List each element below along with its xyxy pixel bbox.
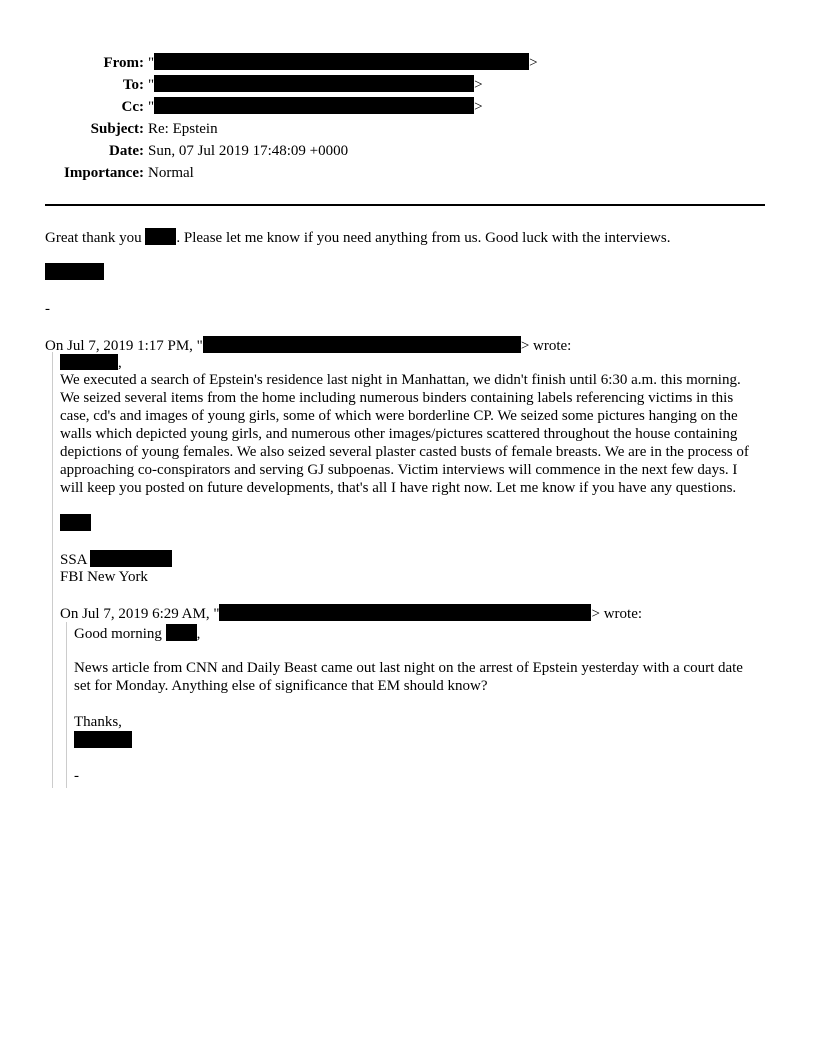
redaction-box xyxy=(219,604,591,621)
from-label: From: xyxy=(103,55,144,71)
email-header xyxy=(0,52,816,184)
greeting-comma: , xyxy=(118,355,122,371)
attribution-text: On Jul 7, 2019 1:17 PM, " xyxy=(45,338,203,354)
greeting-comma: , xyxy=(196,626,201,642)
quote2-greeting xyxy=(74,624,200,643)
to-label: To: xyxy=(122,77,144,93)
nested-quoted-message xyxy=(66,622,763,788)
quote2-dash: - xyxy=(74,768,79,784)
date-value: Sun, 07 Jul 2019 17:48:09 +0000 xyxy=(148,143,349,159)
to-bracket: > xyxy=(474,77,483,93)
redaction-box xyxy=(203,336,521,353)
redaction-box xyxy=(154,75,474,92)
redaction-box xyxy=(90,550,172,567)
cc-label: Cc: xyxy=(121,99,144,115)
redaction-box xyxy=(74,731,132,748)
redaction-box xyxy=(145,228,176,245)
quote2-thanks: Thanks, xyxy=(74,714,122,730)
quote1-body: We executed a search of Epstein's residence last night in Manhattan, we didn't finish until 6:30 a.m. this morning. We seized several items from the home including numerous binders containing labels referencing victims in this case, cd's and images of young girls, some of which were borderline CP. We seized some pictures hanging on the walls which depicted young girls, and numerous other images/pictures scattered throughout the house containing depictions of young females. We also seized several plaster casted busts of female breasts. We are in the process of approaching co-conspirators and serving GJ subpoenas. Victim interviews will commence in the next few days. I will keep you posted on future developments, that's all I have right now. Let me know if you have any questions. xyxy=(60,372,749,496)
reply-dash: - xyxy=(45,301,50,317)
attribution-text: On Jul 7, 2019 6:29 AM, " xyxy=(60,606,220,622)
subject-row xyxy=(0,118,816,140)
cc-value xyxy=(148,96,483,118)
redaction-box xyxy=(154,97,474,114)
to-quote: " xyxy=(148,77,155,93)
redaction-box xyxy=(45,263,104,280)
attribution-wrote: > wrote: xyxy=(591,606,643,622)
from-row xyxy=(0,52,816,74)
cc-row xyxy=(0,96,816,118)
quote1-sig-office: FBI New York xyxy=(60,569,148,585)
subject-value: Re: Epstein xyxy=(148,121,218,137)
reply-line xyxy=(45,228,670,247)
cc-bracket: > xyxy=(474,99,483,115)
quote1-greeting xyxy=(60,354,122,372)
greeting-text: Good morning xyxy=(74,626,162,642)
from-bracket: > xyxy=(529,55,538,71)
importance-value: Normal xyxy=(148,165,194,181)
redaction-box xyxy=(166,624,197,641)
quote2-attribution xyxy=(60,604,642,623)
quote1-sig-initial xyxy=(60,514,91,533)
quote1-sig-title xyxy=(60,550,172,569)
redaction-box xyxy=(60,514,91,531)
from-quote: " xyxy=(148,55,155,71)
date-label: Date: xyxy=(109,143,144,159)
sig-title-text: SSA xyxy=(60,552,87,568)
redaction-box xyxy=(60,354,118,370)
from-value xyxy=(148,52,538,74)
quote2-body: News article from CNN and Daily Beast came out last night on the arrest of Epstein yesterday with a court date set for Monday. Anything else of significance that EM should know? xyxy=(74,660,743,694)
importance-row xyxy=(0,162,816,184)
to-row xyxy=(0,74,816,96)
date-row xyxy=(0,140,816,162)
importance-label: Importance: xyxy=(64,165,144,181)
redaction-box xyxy=(154,53,529,70)
reply-text-start: Great thank you xyxy=(45,230,142,246)
to-value xyxy=(148,74,483,96)
reply-text-end: . Please let me know if you need anything from us. Good luck with the interviews. xyxy=(176,230,671,246)
reply-signature xyxy=(45,263,104,282)
header-divider xyxy=(45,204,765,206)
attribution-wrote: > wrote: xyxy=(520,338,572,354)
quote2-signature xyxy=(74,731,132,750)
cc-quote: " xyxy=(148,99,155,115)
subject-label: Subject: xyxy=(90,121,144,137)
